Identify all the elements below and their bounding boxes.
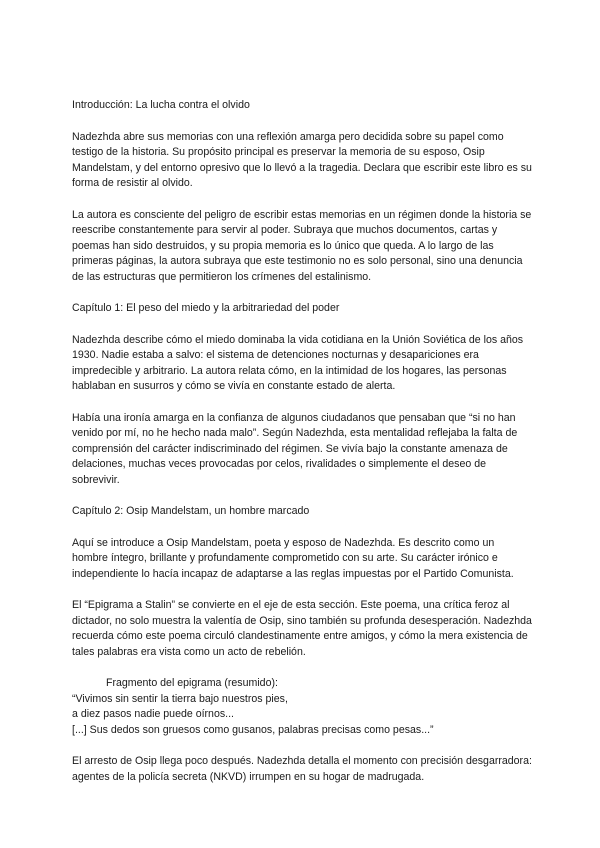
quote-title: Fragmento del epigrama (resumido): <box>106 677 278 689</box>
chapter-2-heading: Capítulo 2: Osip Mandelstam, un hombre marcado <box>72 505 310 517</box>
chapter-1-paragraph-2: Había una ironía amarga en la confianza de algunos ciudadanos que pensaban que “si no han venido por mí, no he hecho nada malo”. Según Nadezhda, esta mentalidad reflejaba la falta de comprensión del carácter indiscriminado del régimen. Se vivía bajo la constante amenaza de delaciones, muchas veces provocadas por celos, rivalidades o simplemente el deseo de sobrevivir. <box>72 411 518 486</box>
quote-line-3: [...] Sus dedos son gruesos como gusanos, palabras precisas como pesas...” <box>72 723 434 736</box>
chapter-2-paragraph-1: Aquí se introduce a Osip Mandelstam, poeta y esposo de Nadezhda. Es descrito como un hombre íntegro, brillante y profundamente comprometido con su arte. Su carácter irónico e independiente lo hacía incapaz de adaptarse a las reglas impuestas por el Partido Comunista. <box>72 536 514 580</box>
chapter-2-paragraph-3: El arresto de Osip llega poco después. Nadezhda detalla el momento con precisión desgarradora: agentes de la policía secreta (NKVD) irrumpen en su hogar de madrugada. <box>72 755 532 783</box>
chapter-2-paragraph-2: El “Epigrama a Stalin” se convierte en el eje de esta sección. Este poema, una crítica feroz al dictador, no solo muestra la valentía de Osip, sino también su profunda desesperación. Nadezhda recuerda cómo este poema circuló clandestinamente entre amigos, y cómo la mera existencia de tales palabras era vista como un acto de rebelión. <box>72 599 532 658</box>
document-page <box>72 98 532 801</box>
chapter-1-heading: Capítulo 1: El peso del miedo y la arbitrariedad del poder <box>72 302 340 314</box>
intro-paragraph-2: La autora es consciente del peligro de escribir estas memorias en un régimen donde la historia se reescribe constantemente para servir al poder. Subraya que muchos documentos, cartas y poemas han sido destruidos, y su propia memoria es lo único que queda. A lo largo de las primeras páginas, la autora subraya que este testimonio no es solo personal, sino una denuncia de las estructuras que permitieron los crímenes del estalinismo. <box>72 208 532 283</box>
chapter-1-paragraph-1: Nadezhda describe cómo el miedo dominaba la vida cotidiana en la Unión Soviética de los años 1930. Nadie estaba a salvo: el sistema de detenciones nocturnas y desapariciones era impredecible y arbitrario. La autora relata cómo, en la intimidad de los hogares, las personas hablaban en susurros y cómo se vivía en constante estado de alerta. <box>72 333 524 392</box>
epigram-quote <box>72 676 532 738</box>
intro-paragraph-1: Nadezhda abre sus memorias con una reflexión amarga pero decidida sobre su papel como testigo de la historia. Su propósito principal es preservar la memoria de su esposo, Osip Mandelstam, y del entorno opresivo que lo llevó a la tragedia. Declara que escribir este libro es su forma de resistir al olvido. <box>72 130 532 189</box>
intro-heading: Introducción: La lucha contra el olvido <box>72 99 250 111</box>
quote-line-1: “Vivimos sin sentir la tierra bajo nuestros pies, <box>72 692 288 705</box>
quote-line-2: a diez pasos nadie puede oírnos... <box>72 708 234 720</box>
